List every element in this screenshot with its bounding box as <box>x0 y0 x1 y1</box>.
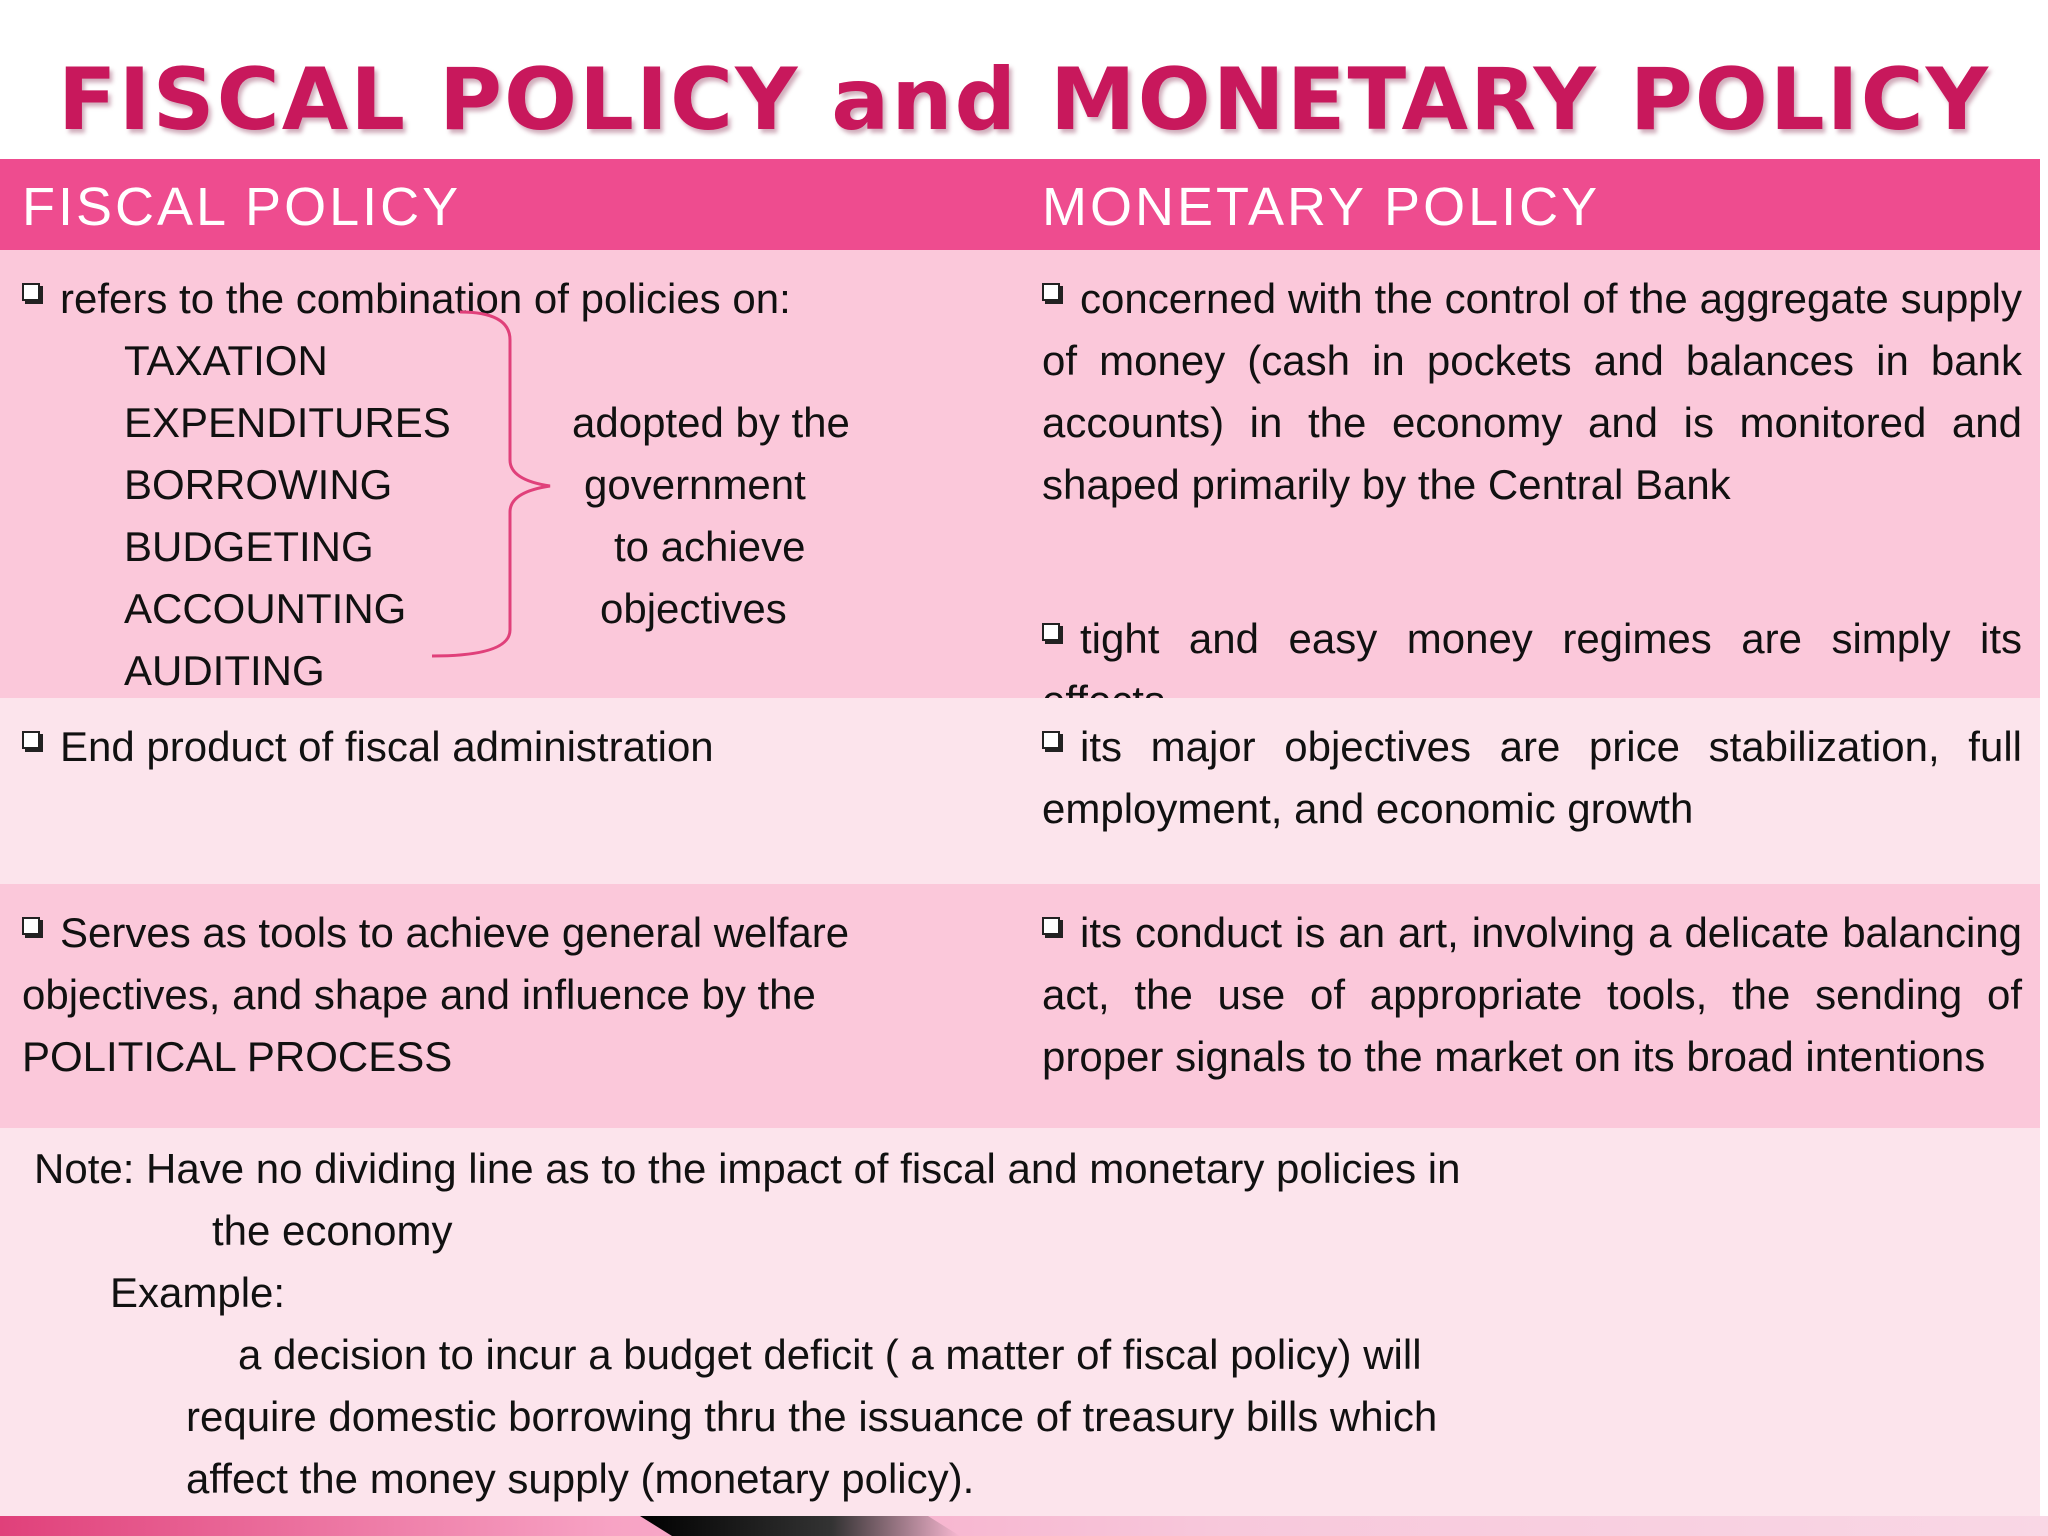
list-item-accounting: ACCOUNTING <box>124 585 407 632</box>
bullet-icon <box>22 283 40 301</box>
footer-accent <box>640 1516 960 1536</box>
example-line-2: require domestic borrowing thru the issuance of treasury bills which <box>186 1393 1438 1440</box>
list-item-borrowing: BORROWING <box>124 461 393 508</box>
bullet-icon <box>1042 283 1060 301</box>
example-label: Example: <box>110 1269 286 1316</box>
bullet-icon <box>1042 731 1060 749</box>
bullet-icon <box>1042 623 1060 641</box>
bracket-text-1: adopted by the <box>572 399 850 446</box>
list-item-auditing: AUDITING <box>124 647 325 694</box>
footer-bar <box>0 1516 2048 1536</box>
example-line-3: affect the money supply (monetary policy). <box>186 1455 975 1502</box>
fiscal-intro: refers to the combination of policies on: <box>22 268 1022 330</box>
table-header-row <box>0 159 2040 250</box>
note-section <box>0 1128 2040 1516</box>
bullet-icon <box>22 731 40 749</box>
note-line-1: Note: Have no dividing line as to the impact of fiscal and monetary policies in <box>34 1145 1461 1192</box>
list-item-budgeting: BUDGETING <box>124 523 374 570</box>
bullet-icon <box>22 917 40 935</box>
bracket-text-4: objectives <box>600 585 787 632</box>
header-fiscal-policy: FISCAL POLICY <box>22 177 462 237</box>
monetary-conduct: its conduct is an art, involving a delicate balancing act, the use of appropriate tools, the sending of proper signals to the market on its broad intentions <box>1042 909 2022 1080</box>
note-line-2: the economy <box>212 1207 453 1254</box>
fiscal-tools: Serves as tools to achieve general welfare objectives, and shape and influence by the POLITICAL PROCESS <box>22 909 850 1080</box>
header-monetary-policy: MONETARY POLICY <box>1042 177 1601 237</box>
monetary-effects: tight and easy money regimes are simply its <box>1042 608 2022 698</box>
example-line-1: a decision to incur a budget deficit ( a matter of fiscal policy) will <box>238 1331 1422 1378</box>
monetary-definition: concerned with the control of the aggregate supply of money (cash in pockets and balances in bank accounts) in the economy and is monitored and shaped primarily by the Central Bank <box>1042 275 2022 508</box>
bullet-icon <box>1042 917 1060 935</box>
bracket-text-3: to achieve <box>614 523 806 570</box>
bracket-text-2: government <box>584 461 806 508</box>
table-row-2 <box>0 698 2040 884</box>
monetary-objectives: its major objectives are price stabilization, full employment, and economic growth <box>1042 723 2022 832</box>
list-item-taxation: TAXATION <box>124 337 328 384</box>
list-item-expenditures: EXPENDITURES <box>124 399 451 446</box>
fiscal-end-product: End product of fiscal administration <box>22 716 1022 778</box>
table-row-1 <box>0 250 2040 698</box>
table-row-3 <box>0 884 2040 1128</box>
slide-title: FISCAL POLICY and MONETARY POLICY <box>57 50 1991 150</box>
